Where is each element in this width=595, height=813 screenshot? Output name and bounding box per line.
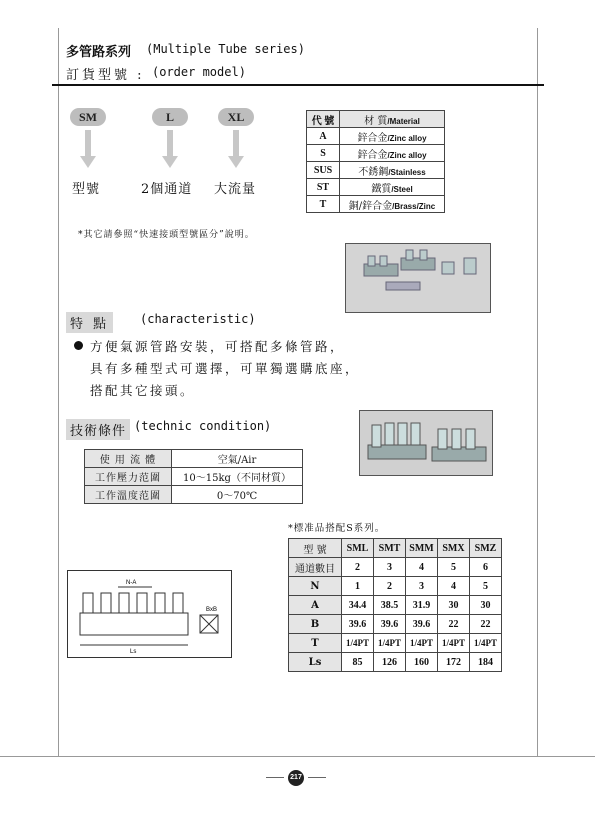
technic-row — [85, 450, 303, 468]
spec-row — [289, 653, 502, 672]
spec-cell: 3 — [374, 558, 406, 577]
order-model-en: (order model) — [152, 65, 246, 79]
down-arrow-icon — [167, 130, 173, 156]
material-row — [307, 162, 445, 179]
technical-drawing — [67, 570, 232, 658]
page-number-rule — [266, 777, 284, 778]
manifold-drawing — [68, 571, 231, 657]
material-desc — [340, 145, 445, 162]
bottom-rule — [0, 756, 595, 757]
spec-cell: 160 — [406, 653, 438, 672]
material-zh: 鋅合金 — [357, 132, 388, 144]
material-zh: 銅/鋅合金 — [348, 200, 393, 212]
technic-heading: 技術條件 — [66, 419, 130, 440]
spec-cell: 126 — [374, 653, 406, 672]
spec-header-cell: SMX — [438, 539, 470, 558]
material-row — [307, 145, 445, 162]
spec-cell: 1/4PT — [342, 634, 374, 653]
series-title-zh: 多管路系列 — [66, 45, 132, 60]
flow-code-pill: XL — [218, 108, 254, 126]
product-photo-small — [345, 243, 491, 313]
material-en: /Zinc alloy — [387, 133, 427, 143]
spec-row-label: 通道數目 — [289, 558, 342, 577]
spec-cell: 6 — [470, 558, 502, 577]
spec-header-cell: SMM — [406, 539, 438, 558]
reference-note: *其它請參照“快速接頭型號區分”說明。 — [78, 230, 255, 240]
material-row — [307, 128, 445, 145]
spec-cell: 39.6 — [342, 615, 374, 634]
product-photo-large — [359, 410, 493, 476]
material-row — [307, 196, 445, 213]
down-arrow-icon — [162, 156, 178, 168]
drawing-label-na: N-A — [126, 580, 137, 586]
series-title-en: (Multiple Tube series) — [146, 42, 305, 56]
spec-cell: 1/4PT — [470, 634, 502, 653]
feature-line: 方便氣源管路安裝，可搭配多條管路， — [90, 339, 346, 354]
spec-cell: 3 — [406, 577, 438, 596]
spec-cell: 22 — [438, 615, 470, 634]
spec-cell: 1 — [342, 577, 374, 596]
flow-code-label: 大流量 — [214, 182, 257, 197]
spec-cell: 5 — [470, 577, 502, 596]
spec-cell: 184 — [470, 653, 502, 672]
spec-row — [289, 558, 502, 577]
spec-row-label: A — [289, 596, 342, 615]
spec-cell: 22 — [470, 615, 502, 634]
material-code: SUS — [307, 162, 340, 179]
spec-cell: 4 — [406, 558, 438, 577]
material-desc — [340, 128, 445, 145]
material-zh: 鋅合金 — [357, 149, 388, 161]
material-en: /Brass/Zinc — [392, 201, 436, 211]
material-header-en: /Material — [387, 116, 420, 126]
header-rule — [52, 84, 544, 86]
technic-key: 使 用 流 體 — [85, 450, 172, 468]
technic-value: 空氣/Air — [172, 450, 303, 468]
page-number: 217 — [288, 770, 304, 786]
material-en: /Stainless — [388, 167, 426, 177]
page-number-rule — [308, 777, 326, 778]
material-zh: 鐵質 — [371, 183, 392, 195]
material-desc — [340, 179, 445, 196]
spec-header-cell: SMT — [374, 539, 406, 558]
spec-row-label: B — [289, 615, 342, 634]
spec-cell: 2 — [374, 577, 406, 596]
feature-line: 具有多種型式可選擇，可單獨選購底座， — [90, 361, 361, 376]
spec-row — [289, 577, 502, 596]
material-code: A — [307, 128, 340, 145]
spec-cell: 34.4 — [342, 596, 374, 615]
spec-cell: 1/4PT — [374, 634, 406, 653]
spec-cell: 38.5 — [374, 596, 406, 615]
spec-header-cell: SML — [342, 539, 374, 558]
down-arrow-icon — [228, 156, 244, 168]
spec-cell: 39.6 — [406, 615, 438, 634]
material-code: S — [307, 145, 340, 162]
model-code-pill: SM — [70, 108, 106, 126]
manifold-photo-illustration — [360, 411, 492, 475]
spec-cell: 1/4PT — [438, 634, 470, 653]
material-header-zh: 材 質 — [364, 115, 388, 127]
spec-note: *標准品搭配S系列。 — [288, 523, 386, 534]
spec-row — [289, 634, 502, 653]
material-header-material — [340, 111, 445, 128]
channel-code-pill: L — [152, 108, 188, 126]
drawing-label-bxb: BxB — [206, 607, 218, 613]
spec-cell: 2 — [342, 558, 374, 577]
spec-header-row — [289, 539, 502, 558]
spec-cell: 30 — [470, 596, 502, 615]
spec-row — [289, 596, 502, 615]
technic-row — [85, 486, 303, 504]
spec-cell: 31.9 — [406, 596, 438, 615]
feature-line: 搭配其它接頭。 — [90, 383, 196, 398]
spec-header-cell: SMZ — [470, 539, 502, 558]
down-arrow-icon — [233, 130, 239, 156]
spec-row-label: Ls — [289, 653, 342, 672]
spec-cell: 172 — [438, 653, 470, 672]
channel-code-label: 2個通道 — [141, 182, 193, 197]
material-code: ST — [307, 179, 340, 196]
spec-cell: 4 — [438, 577, 470, 596]
material-desc — [340, 196, 445, 213]
order-model-zh: 訂貨型號 : — [66, 68, 145, 83]
spec-cell: 1/4PT — [406, 634, 438, 653]
material-row — [307, 179, 445, 196]
spec-row-label: T — [289, 634, 342, 653]
drawing-label-ls: Ls — [130, 649, 137, 655]
down-arrow-icon — [85, 130, 91, 156]
technic-heading-en: (technic condition) — [134, 419, 272, 433]
technic-row — [85, 468, 303, 486]
spec-row — [289, 615, 502, 634]
material-en: /Zinc alloy — [387, 150, 427, 160]
down-arrow-icon — [80, 156, 96, 168]
spec-cell: 5 — [438, 558, 470, 577]
characteristic-heading-en: (characteristic) — [140, 312, 256, 326]
spec-row-label: N — [289, 577, 342, 596]
material-en: /Steel — [391, 184, 413, 194]
manifold-photo-illustration — [346, 244, 490, 312]
spec-table — [288, 538, 502, 672]
material-header-row — [307, 111, 445, 128]
technic-key: 工作溫度范圍 — [85, 486, 172, 504]
spec-cell: 39.6 — [374, 615, 406, 634]
spec-cell: 30 — [438, 596, 470, 615]
technic-key: 工作壓力范圍 — [85, 468, 172, 486]
technic-value: 10～15kg（不同材質） — [172, 468, 303, 486]
material-code: T — [307, 196, 340, 213]
material-zh: 不銹鋼 — [358, 166, 389, 178]
bullet-icon — [74, 341, 83, 350]
spec-cell: 85 — [342, 653, 374, 672]
technic-value: 0～70℃ — [172, 486, 303, 504]
material-header-code: 代 號 — [307, 111, 340, 128]
material-desc — [340, 162, 445, 179]
material-table — [306, 110, 445, 213]
technic-table — [84, 449, 303, 504]
spec-header-cell: 型 號 — [289, 539, 342, 558]
model-code-label: 型號 — [72, 182, 101, 197]
characteristic-heading: 特 點 — [66, 312, 113, 333]
